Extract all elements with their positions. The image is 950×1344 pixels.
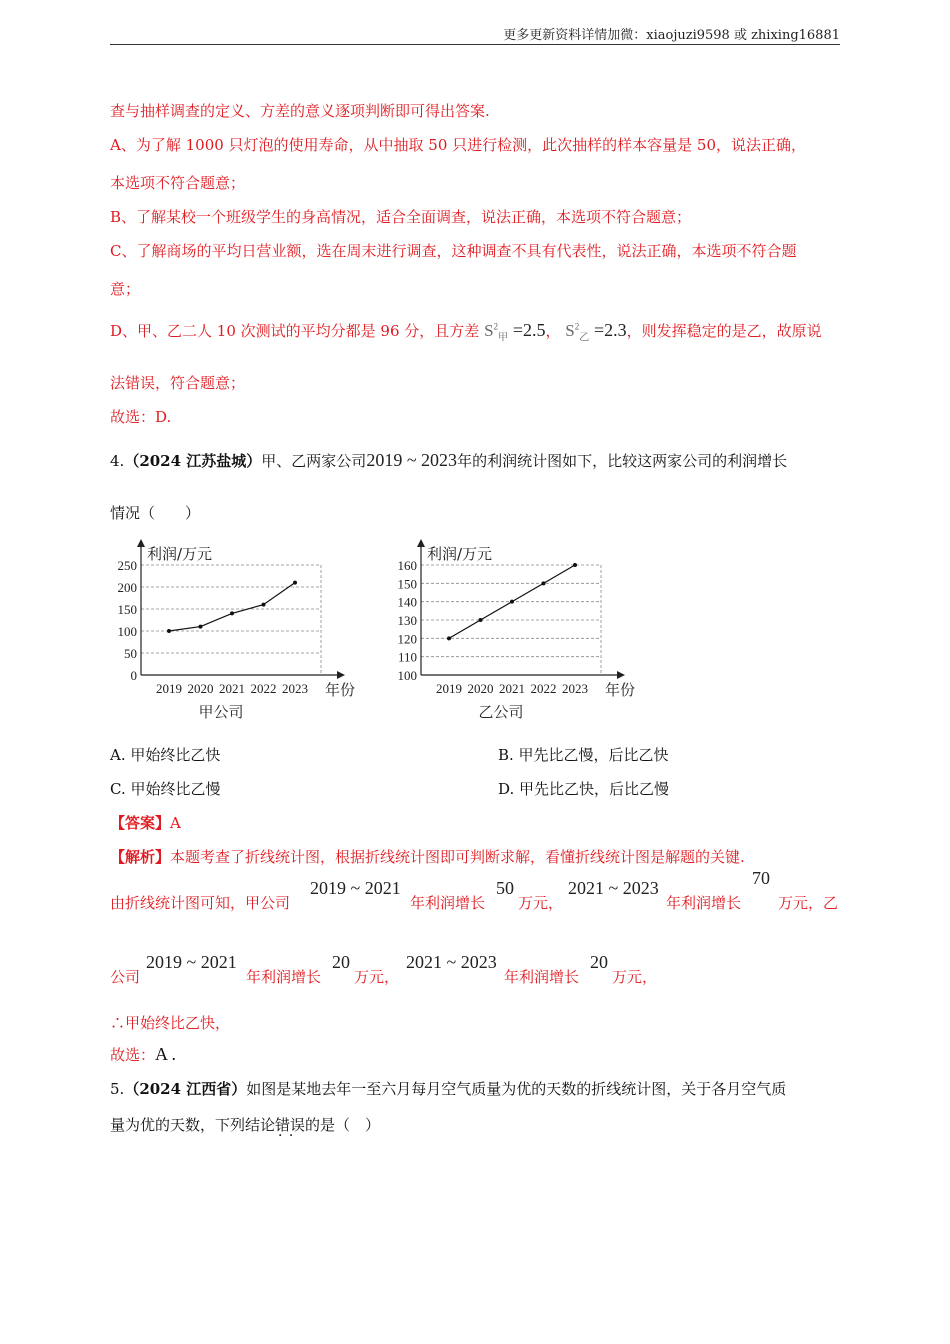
x-tick-label: 2023 [562, 681, 588, 696]
q3-option-a-line2: 本选项不符合题意； [110, 174, 246, 192]
q4-explain-line2: 公司 2019 ~ 2021 年利润增长 20 万元， 2021 ~ 2023 年利润增长 20 万元， [110, 952, 658, 986]
q5-source: （2024 江西省） [124, 1080, 247, 1098]
q4-option-d: D. 甲先比乙快，后比乙慢 [498, 780, 670, 798]
q3-option-d-line2: 法错误，符合题意； [110, 374, 246, 392]
q3-intro: 查与抽样调查的定义、方差的意义逐项判断即可得出答案. [110, 102, 490, 120]
y-tick-label: 150 [397, 576, 417, 592]
q4-explain-line1: 由折线统计图可知，甲公司 2019 ~ 2021 年利润增长 50 万元， 2021 ~ 2023 年利润增长 70 万元，乙 [110, 868, 839, 912]
q4-option-a: A. 甲始终比乙快 [110, 746, 221, 764]
x-axis-label: 年份 [325, 681, 356, 699]
q5-number: 5. [110, 1080, 125, 1098]
y-axis-label: 利润/万元 [427, 545, 493, 563]
x-axis-arrow [337, 671, 345, 679]
q4-analysis: 【解析】本题考查了折线统计图，根据折线统计图即可判断求解，看懂折线统计图是解题的关键. [110, 848, 745, 866]
x-tick-label: 2020 [187, 681, 214, 696]
q4-answer [110, 812, 840, 833]
y-axis-arrow [417, 539, 425, 547]
data-point [230, 611, 234, 615]
y-tick-label: 150 [117, 602, 137, 617]
q4-stem-line1: 4.（2024 江苏盐城）甲、乙两家公司2019 ~ 2023年的利润统计图如下，比较这两家公司的利润增长 [110, 450, 788, 470]
q5-stem-line1: 5.（2024 江西省）如图是某地去年一至六月每月空气质量为优的天数的折线统计图，关于各月空气质 [110, 1080, 787, 1098]
data-point [542, 581, 546, 585]
q3-choose: 故选：D. [110, 408, 172, 426]
header-divider [110, 44, 840, 45]
q3-d-prefix: D、甲、乙二人 10 次测试的平均分都是 96 分，且方差 [110, 322, 480, 340]
q4-stem-line2: 情况（ ） [110, 504, 201, 522]
q3-option-c-line1: C、了解商场的平均日营业额，选在周末进行调查，这种调查不具有代表性，说法正确，本选项不符合题 [110, 242, 797, 260]
x-axis-arrow [617, 671, 625, 679]
variance-jia-value: =2.5 [512, 320, 546, 340]
y-axis-arrow [137, 539, 145, 547]
data-point [199, 625, 203, 629]
answer-label: 【答案】 [110, 814, 171, 832]
variance-yi: $S^2_乙$ [565, 321, 590, 344]
y-tick-label: 0 [130, 668, 137, 683]
variance-jia: $S^2_甲$ [484, 321, 509, 344]
data-point [573, 563, 577, 567]
y-tick-label: 110 [397, 649, 417, 665]
q4-source: （2024 江苏盐城） [124, 452, 262, 470]
q4-option-c: C. 甲始终比乙慢 [110, 780, 221, 798]
y-tick-label: 140 [397, 594, 417, 610]
data-point [167, 629, 171, 633]
q3-option-c-line2: 意； [110, 280, 141, 298]
y-tick-label: 200 [117, 580, 137, 595]
x-tick-label: 2021 [219, 681, 245, 696]
series-line [169, 583, 295, 631]
data-point [510, 600, 514, 604]
q4-therefore: ∴甲始终比乙快， [110, 1014, 231, 1032]
q4-number: 4. [110, 452, 125, 470]
data-point [447, 636, 451, 640]
q5-stem-line2: 量为优的天数，下列结论错误 · ·的是（ ） [110, 1114, 840, 1135]
q4-option-b: B. 甲先比乙慢，后比乙快 [498, 746, 669, 764]
answer-value: A [170, 814, 181, 832]
data-point [293, 581, 297, 585]
data-point [262, 603, 266, 607]
chart-jia [105, 535, 365, 730]
x-tick-label: 2022 [530, 681, 557, 696]
x-tick-label: 2021 [499, 681, 525, 696]
q3-option-a-line1: A、为了解 1000 只灯泡的使用寿命，从中抽取 50 只进行检测，此次抽样的样本容量是 50，说法正确， [110, 136, 807, 154]
y-tick-label: 120 [397, 631, 417, 647]
y-tick-label: 130 [397, 613, 417, 628]
analysis-label: 【解析】 [110, 848, 171, 866]
q4-choose: 故选：A . [110, 1044, 177, 1064]
y-tick-label: 160 [397, 558, 417, 573]
q3-d-suffix: ，则发挥稳定的是乙，故原说 [626, 322, 822, 340]
y-tick-label: 50 [124, 646, 137, 661]
variance-yi-value: =2.3 [594, 320, 627, 340]
q3-option-d-line1: D、甲、乙二人 10 次测试的平均分都是 96 分，且方差 $S^2_甲 =2.5$， $S^2_乙 =2.3$，则发挥稳定的是乙，故原说 [110, 320, 822, 344]
x-tick-label: 2019 [436, 681, 462, 696]
x-axis-label: 年份 [605, 681, 636, 699]
x-tick-label: 2020 [467, 681, 494, 696]
chart-title: 甲公司 [198, 703, 244, 721]
q3-option-b: B、了解某校一个班级学生的身高情况，适合全面调查，说法正确，本选项不符合题意； [110, 208, 692, 226]
x-tick-label: 2019 [156, 681, 182, 696]
q4-year-range: 2019 ~ 2023 [366, 450, 458, 470]
page-header: 更多更新资料详情加微：xiaojuzi9598 或 zhixing16881 [503, 28, 840, 43]
y-tick-label: 100 [117, 624, 137, 639]
y-tick-label: 100 [397, 668, 417, 683]
x-tick-label: 2023 [282, 681, 308, 696]
chart-yi [385, 535, 645, 730]
emphasis-cuowu: 错误 · · [275, 1116, 305, 1134]
x-tick-label: 2022 [250, 681, 277, 696]
data-point [479, 618, 483, 622]
y-axis-label: 利润/万元 [147, 545, 213, 563]
y-tick-label: 250 [117, 558, 137, 573]
chart-title: 乙公司 [478, 703, 524, 721]
